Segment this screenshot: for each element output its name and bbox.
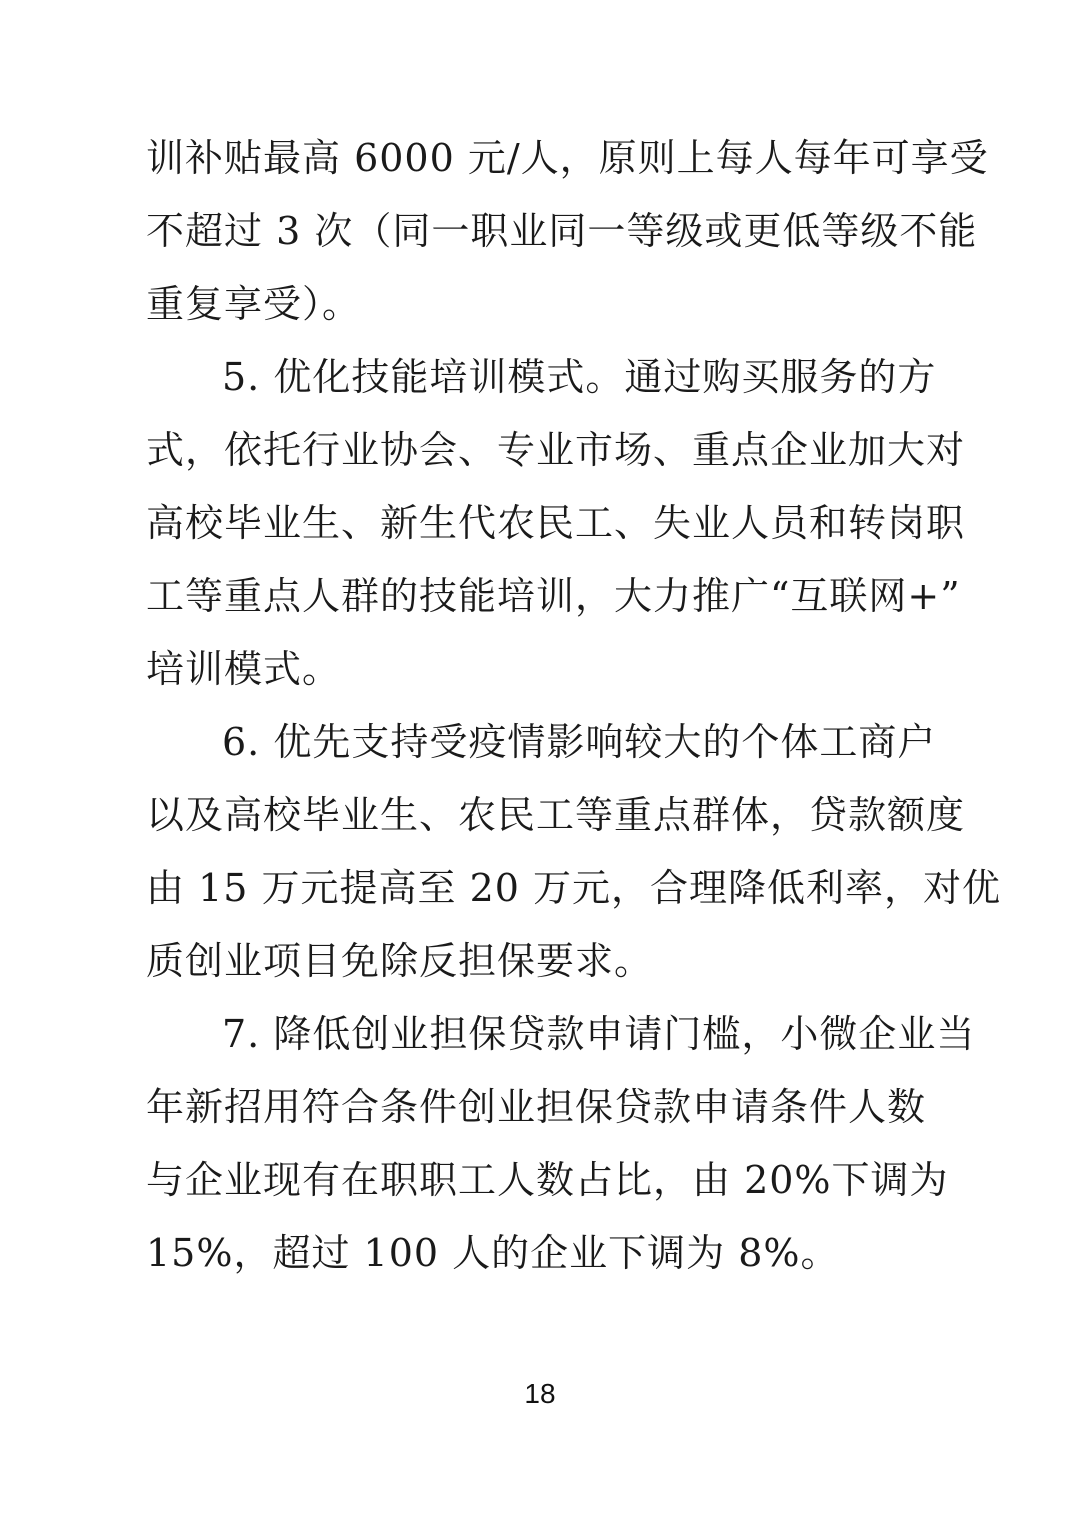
text-line: 与企业现有在职职工人数占比，由 20%下调为 (146, 1158, 949, 1202)
text-line: 不超过 3 次（同一职业同一等级或更低等级不能 (146, 209, 978, 253)
text-line: 15%，超过 100 人的企业下调为 8%。 (146, 1231, 840, 1275)
item-5-heading-line: 5. 优化技能培训模式。通过购买服务的方 (222, 355, 937, 399)
document-body (146, 122, 1002, 1290)
text-line: 重复享受）。 (146, 282, 362, 326)
text-line: 由 15 万元提高至 20 万元，合理降低利率，对优 (146, 866, 1002, 910)
item-6-heading-line: 6. 优先支持受疫情影响较大的个体工商户 (222, 720, 937, 764)
text-line: 工等重点人群的技能培训，大力推广“互联网+” (146, 574, 961, 618)
text-line: 以及高校毕业生、农民工等重点群体，贷款额度 (146, 793, 966, 837)
text-line: 高校毕业生、新生代农民工、失业人员和转岗职 (146, 501, 966, 545)
text-line: 质创业项目免除反担保要求。 (146, 939, 654, 983)
page-number: 18 (524, 1378, 556, 1409)
item-7-heading-line: 7. 降低创业担保贷款申请门槛，小微企业当 (222, 1012, 976, 1056)
text-line: 年新招用符合条件创业担保贷款申请条件人数 (146, 1085, 927, 1129)
text-line: 式，依托行业协会、专业市场、重点企业加大对 (146, 428, 966, 472)
text-line: 培训模式。 (146, 647, 342, 691)
text-line: 训补贴最高 6000 元/人，原则上每人每年可享受 (146, 136, 989, 180)
